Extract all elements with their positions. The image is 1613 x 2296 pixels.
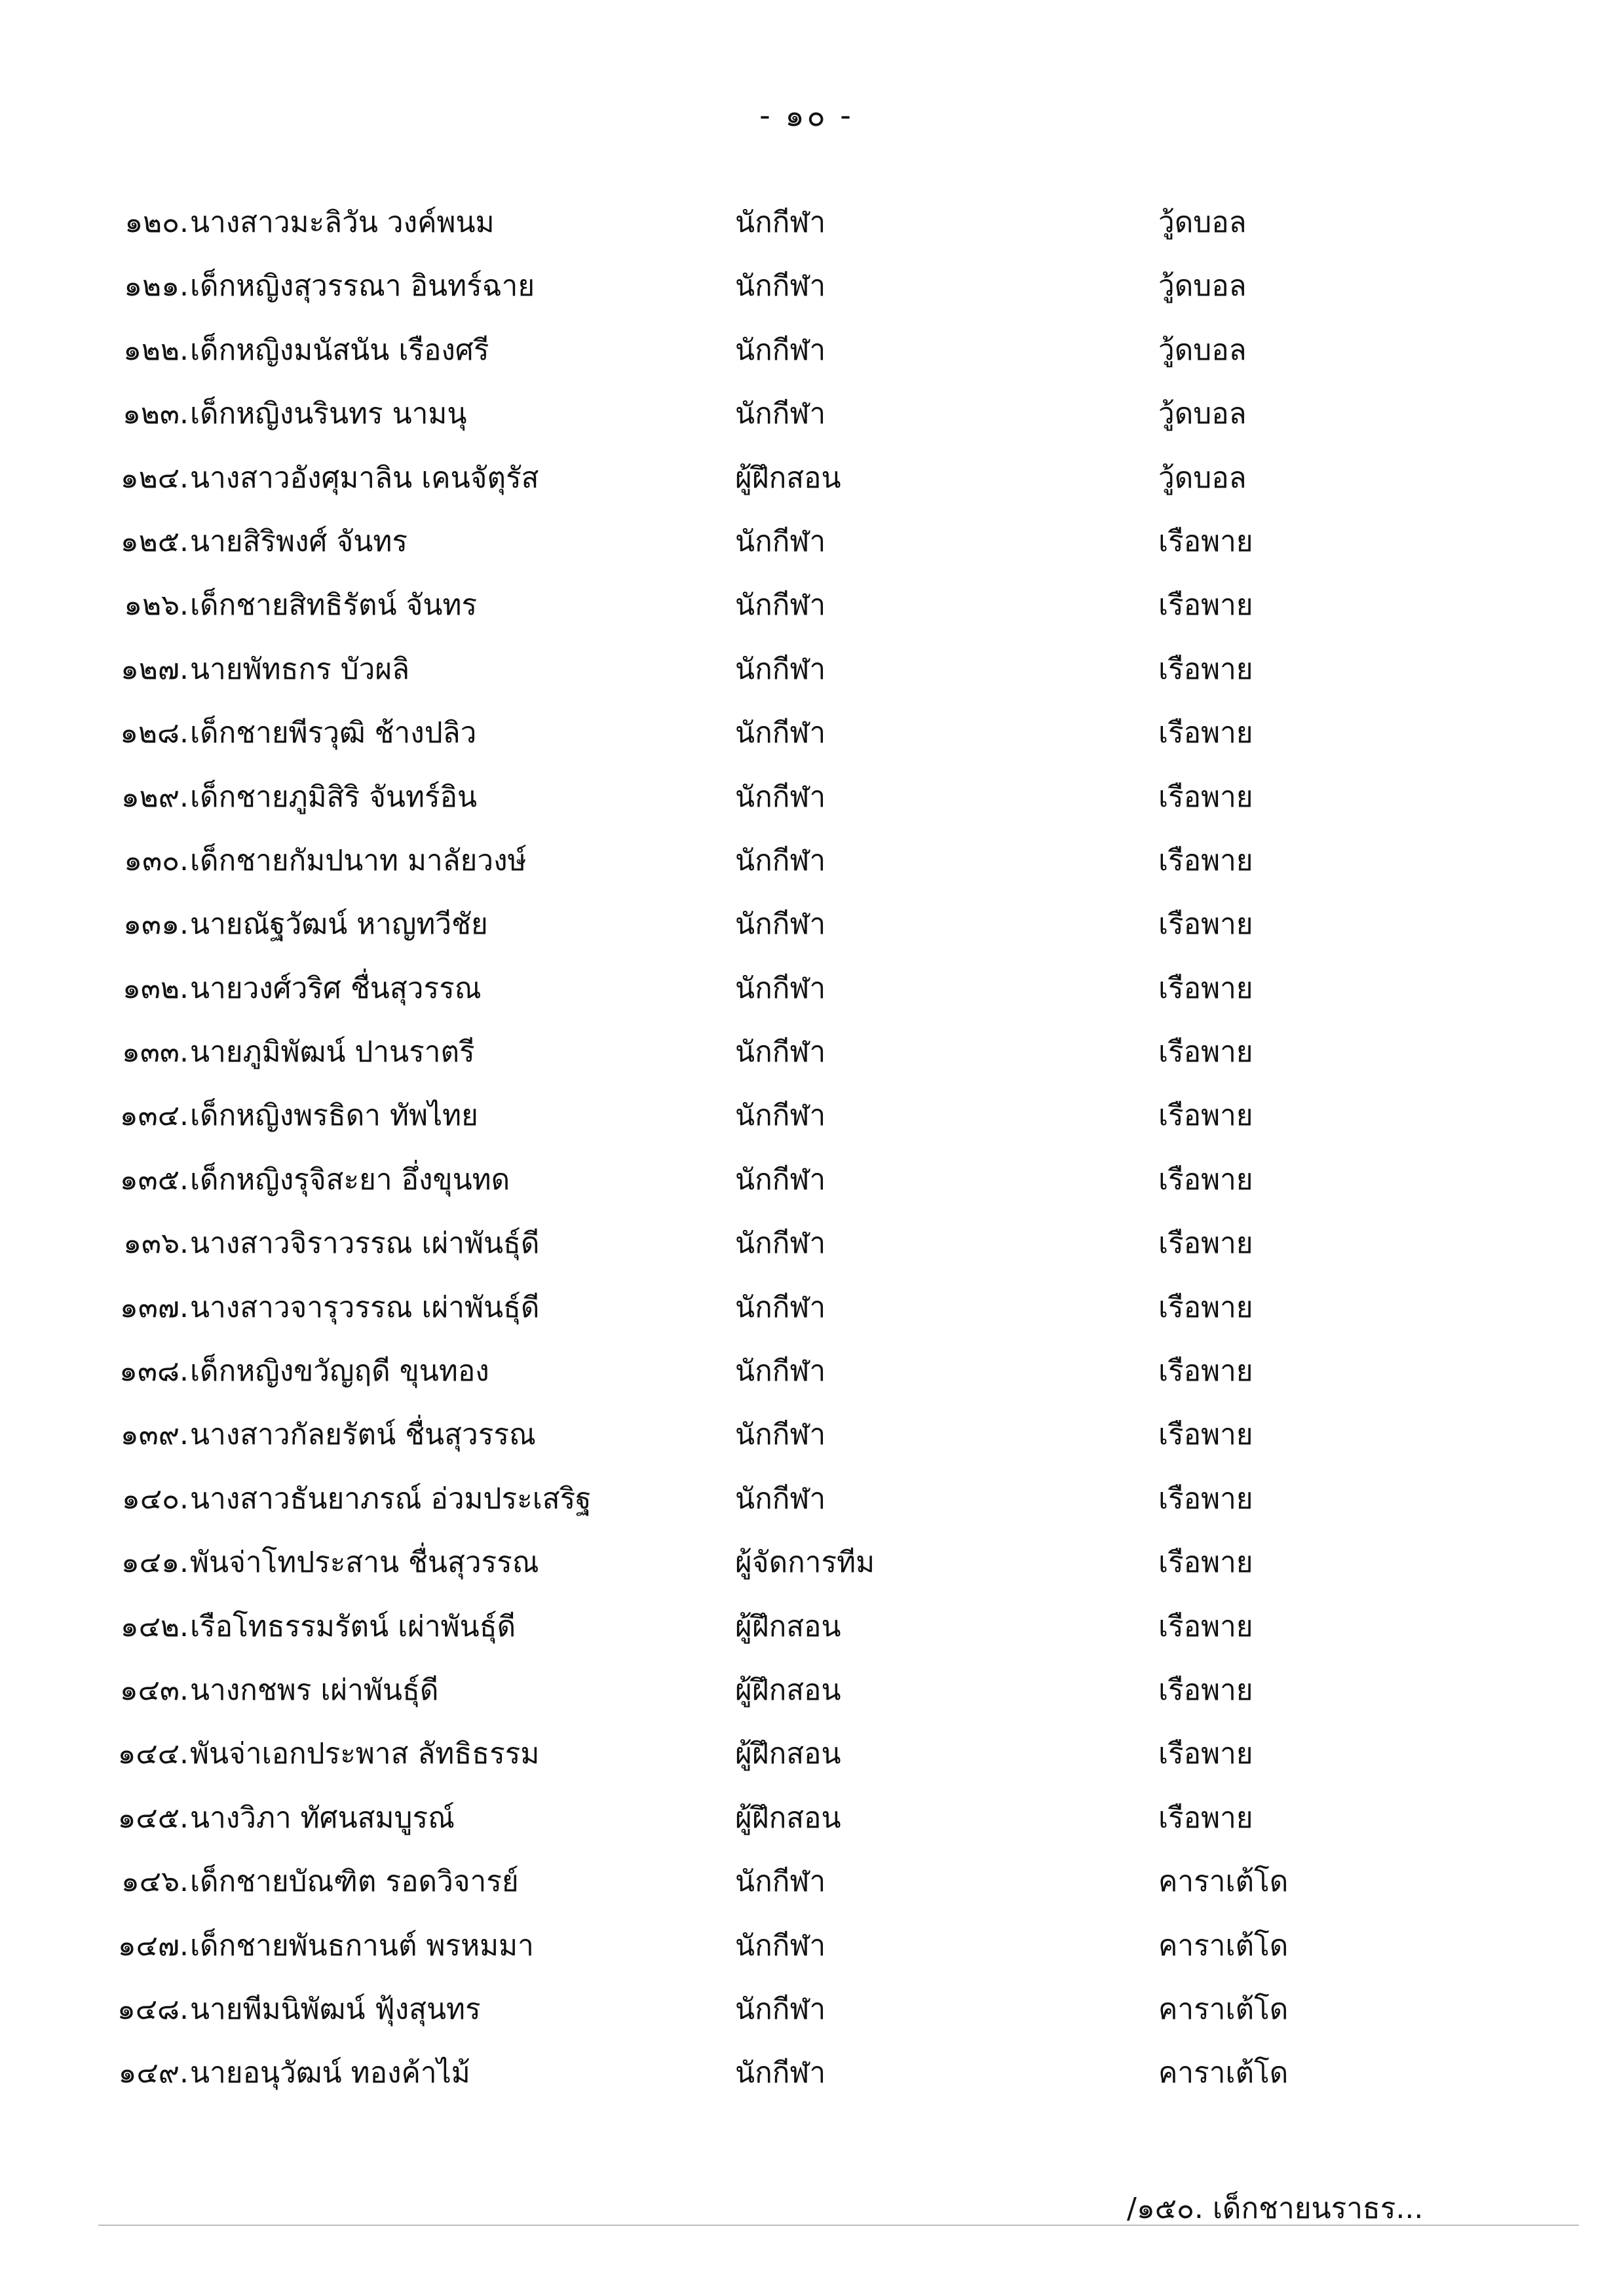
person-role: นักกีฬา	[735, 971, 826, 1005]
person-name: เด็กชายภูมิสิริ จันทร์อิน	[190, 780, 478, 814]
roster-row	[0, 1671, 1613, 1734]
sport-name: เรือพาย	[1158, 843, 1253, 877]
person-role: นักกีฬา	[735, 843, 826, 877]
entry-number: ๑๒๖.	[124, 588, 189, 622]
entry-number: ๑๔๕.	[117, 1801, 189, 1835]
sport-name: เรือพาย	[1158, 1290, 1253, 1324]
sport-name: วู้ดบอล	[1158, 206, 1247, 239]
sport-name: เรือพาย	[1158, 971, 1253, 1005]
person-name: นางสาวมะลิวัน วงค์พนม	[190, 206, 495, 239]
person-role: นักกีฬา	[735, 652, 826, 686]
person-name: นายพัทธกร บัวผลิ	[190, 652, 410, 686]
roster-row	[0, 841, 1613, 905]
roster-row	[0, 1096, 1613, 1160]
entry-number: ๑๓๙.	[120, 1418, 189, 1452]
entry-number: ๑๓๕.	[119, 1162, 189, 1196]
person-name: เด็กชายพีรวุฒิ ช้างปลิว	[190, 716, 477, 750]
sport-name: คาราเต้โด	[1158, 1992, 1289, 2026]
sport-name: เรือพาย	[1158, 524, 1253, 558]
person-name: นายอนุวัฒน์ ทองค้าไม้	[190, 2056, 470, 2090]
entry-number: ๑๔๐.	[121, 1482, 189, 1516]
person-name: นายวงศ์วริศ ชื่นสุวรรณ	[190, 971, 482, 1005]
person-name: เด็กชายบัณฑิต รอดวิจารย์	[190, 1865, 519, 1899]
sport-name: เรือพาย	[1158, 716, 1253, 750]
roster-row	[0, 203, 1613, 267]
sport-name: วู้ดบอล	[1158, 397, 1247, 431]
roster-row	[0, 650, 1613, 714]
person-role: นักกีฬา	[735, 397, 826, 431]
roster-row	[0, 1734, 1613, 1798]
person-name: นางสาวธันยาภรณ์ อ่วมประเสริฐ	[190, 1482, 592, 1516]
roster-row	[0, 1926, 1613, 1990]
entry-number: ๑๔๑.	[121, 1546, 189, 1580]
entry-number: ๑๔๓.	[119, 1673, 189, 1707]
person-role: ผู้ฝึกสอน	[735, 1609, 841, 1643]
person-role: นักกีฬา	[735, 780, 826, 814]
roster-row	[0, 1033, 1613, 1096]
sport-name: เรือพาย	[1158, 1035, 1253, 1069]
roster-row	[0, 1224, 1613, 1288]
entry-number: ๑๒๔.	[120, 461, 189, 495]
person-name: นายภูมิพัฒน์ ปานราตรี	[190, 1035, 475, 1069]
roster-row	[0, 1480, 1613, 1543]
person-name: นางวิภา ทัศนสมบูรณ์	[190, 1801, 455, 1835]
sport-name: เรือพาย	[1158, 780, 1253, 814]
roster-row	[0, 1990, 1613, 2054]
sport-name: เรือพาย	[1158, 1418, 1253, 1452]
person-role: ผู้ฝึกสอน	[735, 1673, 841, 1707]
sport-name: เรือพาย	[1158, 1546, 1253, 1580]
roster-row	[0, 459, 1613, 522]
person-role: นักกีฬา	[735, 524, 826, 558]
entry-number: ๑๓๔.	[119, 1099, 189, 1133]
sport-name: เรือพาย	[1158, 588, 1253, 622]
person-role: นักกีฬา	[735, 206, 826, 239]
person-role: นักกีฬา	[735, 1418, 826, 1452]
person-role: ผู้จัดการทีม	[735, 1546, 875, 1580]
roster-row	[0, 1288, 1613, 1352]
roster-row	[0, 267, 1613, 330]
page-number: - ๑๐ -	[759, 98, 854, 133]
entry-number: ๑๓๒.	[123, 971, 189, 1005]
person-role: นักกีฬา	[735, 588, 826, 622]
sport-name: เรือพาย	[1158, 1482, 1253, 1516]
sport-name: เรือพาย	[1158, 908, 1253, 942]
entry-number: ๑๔๙.	[118, 2056, 189, 2090]
entry-number: ๑๔๗.	[117, 1928, 189, 1962]
person-role: นักกีฬา	[735, 1099, 826, 1133]
person-name: นางสาวอังศุมาลิน เคนจัตุรัส	[190, 461, 539, 495]
sport-name: เรือพาย	[1158, 1162, 1253, 1196]
roster-row	[0, 586, 1613, 649]
entry-number: ๑๓๑.	[123, 908, 189, 942]
person-role: นักกีฬา	[735, 1928, 826, 1962]
person-name: นางสาวจารุวรรณ เผ่าพันธุ์ดี	[190, 1290, 540, 1324]
person-role: นักกีฬา	[735, 333, 826, 367]
sport-name: วู้ดบอล	[1158, 269, 1247, 303]
entry-number: ๑๒๓.	[123, 397, 189, 431]
sport-name: คาราเต้โด	[1158, 1865, 1289, 1899]
person-name: เด็กหญิงขวัญฤดี ขุนทอง	[190, 1354, 489, 1388]
sport-name: เรือพาย	[1158, 1801, 1253, 1835]
entry-number: ๑๓๘.	[119, 1354, 189, 1388]
entry-number: ๑๒๐.	[124, 206, 189, 239]
person-name: เด็กหญิงนรินทร นามนุ	[190, 397, 467, 431]
person-name: เรือโทธรรมรัตน์ เผ่าพันธุ์ดี	[190, 1609, 516, 1643]
entry-number: ๑๒๙.	[121, 780, 189, 814]
roster-row	[0, 2054, 1613, 2117]
person-role: ผู้ฝึกสอน	[735, 1801, 841, 1835]
person-role: นักกีฬา	[735, 1992, 826, 2026]
roster-row	[0, 969, 1613, 1033]
person-role: นักกีฬา	[735, 716, 826, 750]
person-role: นักกีฬา	[735, 1482, 826, 1516]
entry-number: ๑๒๑.	[124, 269, 189, 303]
person-name: พันจ่าโทประสาน ชื่นสุวรรณ	[190, 1546, 539, 1580]
sport-name: เรือพาย	[1158, 1673, 1253, 1707]
roster-row	[0, 1862, 1613, 1926]
person-name: นางกชพร เผ่าพันธุ์ดี	[190, 1673, 439, 1707]
sport-name: คาราเต้โด	[1158, 1928, 1289, 1962]
person-role: นักกีฬา	[735, 1290, 826, 1324]
entry-number: ๑๒๘.	[120, 716, 189, 750]
roster-row	[0, 331, 1613, 394]
roster-row	[0, 394, 1613, 458]
person-name: นางสาวกัลยรัตน์ ชื่นสุวรรณ	[190, 1418, 536, 1452]
sport-name: วู้ดบอล	[1158, 333, 1247, 367]
person-role: นักกีฬา	[735, 1354, 826, 1388]
sport-name: เรือพาย	[1158, 1737, 1253, 1771]
person-name: เด็กหญิงสุวรรณา อินทร์ฉาย	[190, 269, 535, 303]
next-page-catchword: /๑๕๐. เด็กชายนราธร...	[1127, 2192, 1424, 2225]
roster-row	[0, 1352, 1613, 1415]
roster-row	[0, 1543, 1613, 1607]
person-role: นักกีฬา	[735, 1865, 826, 1899]
person-role: นักกีฬา	[735, 1162, 826, 1196]
person-name: นางสาวจิราวรรณ เผ่าพันธุ์ดี	[190, 1227, 540, 1261]
roster-row	[0, 778, 1613, 841]
roster-list	[0, 203, 1613, 2118]
entry-number: ๑๔๒.	[120, 1609, 189, 1643]
person-name: เด็กชายพันธกานต์ พรหมมา	[190, 1928, 534, 1962]
entry-number: ๑๓๐.	[124, 843, 189, 877]
entry-number: ๑๓๗.	[119, 1290, 189, 1324]
roster-row	[0, 1415, 1613, 1479]
person-role: นักกีฬา	[735, 908, 826, 942]
entry-number: ๑๒๕.	[120, 524, 189, 558]
sport-name: คาราเต้โด	[1158, 2056, 1289, 2090]
entry-number: ๑๓๓.	[121, 1035, 189, 1069]
roster-row	[0, 1607, 1613, 1671]
roster-row	[0, 522, 1613, 586]
person-role: นักกีฬา	[735, 1035, 826, 1069]
entry-number: ๑๒๒.	[123, 333, 189, 367]
sport-name: เรือพาย	[1158, 1609, 1253, 1643]
footer-divider	[98, 2225, 1579, 2226]
person-role: นักกีฬา	[735, 2056, 826, 2090]
sport-name: วู้ดบอล	[1158, 461, 1247, 495]
roster-row	[0, 1799, 1613, 1862]
person-role: ผู้ฝึกสอน	[735, 1737, 841, 1771]
person-role: ผู้ฝึกสอน	[735, 461, 841, 495]
entry-number: ๑๒๗.	[120, 652, 189, 686]
entry-number: ๑๔๘.	[117, 1992, 189, 2026]
entry-number: ๑๔๔.	[117, 1737, 189, 1771]
roster-row	[0, 905, 1613, 968]
person-role: นักกีฬา	[735, 1227, 826, 1261]
person-name: เด็กหญิงพรธิดา ทัพไทย	[190, 1099, 478, 1133]
sport-name: เรือพาย	[1158, 1227, 1253, 1261]
person-name: นายพีมนิพัฒน์ ฟุ้งสุนทร	[190, 1992, 481, 2026]
entry-number: ๑๔๖.	[121, 1865, 189, 1899]
person-name: นายสิริพงศ์ จันทร	[190, 524, 408, 558]
sport-name: เรือพาย	[1158, 652, 1253, 686]
sport-name: เรือพาย	[1158, 1099, 1253, 1133]
person-name: เด็กหญิงรุจิสะยา อึ่งขุนทด	[190, 1162, 510, 1196]
roster-row	[0, 714, 1613, 777]
person-name: พันจ่าเอกประพาส ลัทธิธรรม	[190, 1737, 540, 1771]
person-name: เด็กหญิงมนัสนัน เรืองศรี	[190, 333, 489, 367]
entry-number: ๑๓๖.	[123, 1227, 189, 1261]
person-name: เด็กชายกัมปนาท มาลัยวงษ์	[190, 843, 527, 877]
person-role: นักกีฬา	[735, 269, 826, 303]
roster-row	[0, 1160, 1613, 1224]
sport-name: เรือพาย	[1158, 1354, 1253, 1388]
person-name: นายณัฐวัฒน์ หาญทวีชัย	[190, 908, 488, 942]
person-name: เด็กชายสิทธิรัตน์ จันทร	[190, 588, 478, 622]
